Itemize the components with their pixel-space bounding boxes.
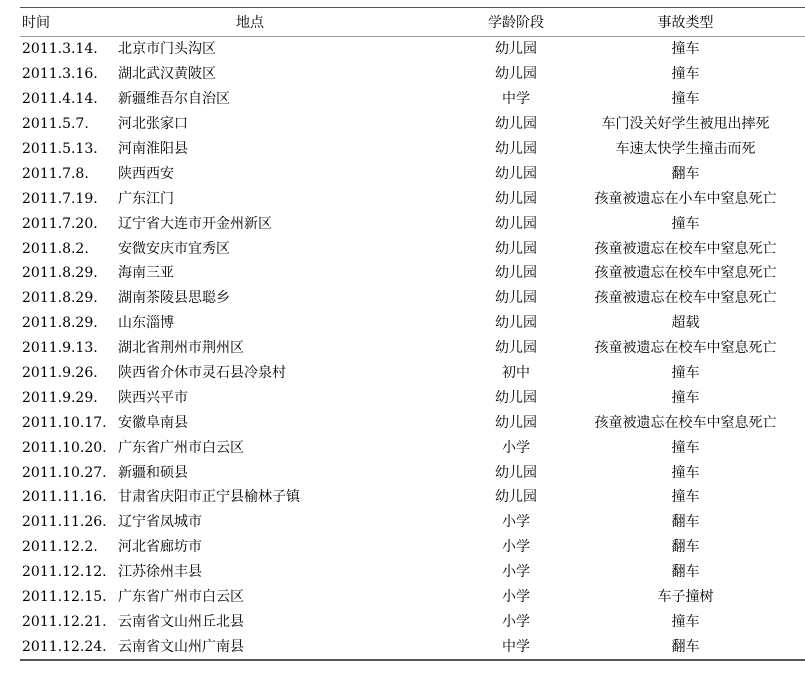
- cell-location: 湖南茶陵县思聪乡: [118, 290, 230, 307]
- cell-date: 2011.9.26.: [22, 365, 98, 382]
- table-row: [20, 137, 805, 162]
- cell-date: 2011.12.24.: [22, 638, 107, 655]
- table-row: [20, 410, 805, 435]
- cell-date: 2011.9.29.: [22, 389, 98, 406]
- cell-stage: 幼儿园: [495, 315, 537, 332]
- cell-type: 翻车: [671, 165, 700, 182]
- table-row: [20, 485, 805, 510]
- cell-location: 广东江门: [118, 190, 174, 207]
- cell-stage: 小学: [502, 514, 530, 531]
- table-row: [20, 535, 805, 560]
- cell-stage: 幼儿园: [495, 141, 537, 157]
- cell-stage: 小学: [502, 439, 530, 456]
- cell-type: 孩童被遗忘在校车中窒息死亡: [594, 265, 777, 282]
- cell-stage: 小学: [502, 564, 530, 581]
- cell-type: 车速太快学生撞击而死: [615, 141, 756, 157]
- cell-stage: 幼儿园: [495, 240, 537, 257]
- cell-stage: 幼儿园: [495, 41, 537, 58]
- cell-stage: 幼儿园: [495, 414, 537, 431]
- cell-location: 北京市门头沟区: [118, 41, 216, 58]
- cell-location: 新疆维吾尔自治区: [118, 91, 230, 108]
- cell-date: 2011.10.27.: [22, 464, 107, 481]
- cell-location: 陕西西安: [118, 165, 174, 182]
- cell-date: 2011.8.29.: [22, 290, 98, 307]
- cell-date: 2011.12.21.: [22, 613, 107, 630]
- cell-type: 撞车: [671, 365, 700, 382]
- cell-type: 撞车: [671, 613, 700, 630]
- cell-stage: 中学: [502, 91, 530, 108]
- table-row: [20, 585, 805, 610]
- cell-date: 2011.10.20.: [22, 439, 107, 456]
- cell-location: 河北省廊坊市: [118, 539, 202, 556]
- table-row: [20, 361, 805, 386]
- cell-type: 撞车: [671, 389, 700, 406]
- header-type: 事故类型: [657, 15, 714, 31]
- table-row: [20, 62, 805, 87]
- cell-date: 2011.12.15.: [22, 589, 107, 606]
- table-row: [20, 560, 805, 585]
- cell-stage: 幼儿园: [495, 215, 537, 232]
- accident-table: [20, 7, 805, 661]
- cell-location: 河北张家口: [118, 116, 188, 133]
- cell-stage: 幼儿园: [495, 464, 537, 481]
- cell-type: 撞车: [671, 489, 700, 506]
- table-row: [20, 460, 805, 485]
- cell-location: 云南省文山州丘北县: [118, 613, 244, 630]
- cell-location: 安徽阜南县: [118, 414, 188, 431]
- cell-type: 孩童被遗忘在校车中窒息死亡: [594, 240, 777, 257]
- cell-stage: 幼儿园: [495, 489, 537, 506]
- cell-type: 撞车: [671, 91, 700, 108]
- cell-date: 2011.5.7.: [22, 116, 89, 133]
- cell-location: 辽宁省凤城市: [118, 514, 202, 531]
- table-header: [20, 8, 805, 37]
- cell-stage: 幼儿园: [495, 116, 537, 133]
- cell-type: 翻车: [671, 638, 700, 655]
- cell-stage: 小学: [502, 613, 530, 630]
- cell-stage: 初中: [502, 365, 530, 382]
- table-row: [20, 311, 805, 336]
- cell-stage: 幼儿园: [495, 340, 537, 357]
- cell-location: 辽宁省大连市开金州新区: [118, 215, 272, 232]
- cell-location: 海南三亚: [118, 265, 174, 282]
- table-row: [20, 261, 805, 286]
- cell-date: 2011.7.8.: [22, 165, 89, 182]
- table-row: [20, 87, 805, 112]
- cell-type: 撞车: [671, 439, 700, 456]
- cell-type: 撞车: [671, 215, 700, 232]
- cell-date: 2011.7.20.: [22, 215, 98, 232]
- table-row: [20, 336, 805, 361]
- cell-type: 车子撞树: [657, 589, 714, 606]
- cell-location: 河南淮阳县: [118, 141, 188, 157]
- cell-stage: 小学: [502, 539, 530, 556]
- cell-date: 2011.3.14.: [22, 41, 98, 58]
- table-row: [20, 435, 805, 460]
- cell-date: 2011.3.16.: [22, 66, 98, 83]
- cell-type: 孩童被遗忘在校车中窒息死亡: [594, 340, 777, 357]
- cell-date: 2011.11.26.: [22, 514, 107, 531]
- cell-type: 撞车: [671, 41, 700, 58]
- table-row: [20, 510, 805, 535]
- cell-stage: 幼儿园: [495, 165, 537, 182]
- cell-stage: 幼儿园: [495, 265, 537, 282]
- cell-location: 广东省广州市白云区: [118, 439, 244, 456]
- table-row: [20, 37, 805, 62]
- cell-location: 广东省广州市白云区: [118, 589, 244, 606]
- header-date: 时间: [22, 15, 50, 31]
- table-row: [20, 634, 805, 660]
- cell-type: 超载: [671, 315, 700, 332]
- cell-date: 2011.12.12.: [22, 564, 107, 581]
- cell-date: 2011.7.19.: [22, 190, 98, 207]
- cell-date: 2011.8.29.: [22, 315, 98, 332]
- cell-type: 撞车: [671, 464, 700, 481]
- cell-stage: 幼儿园: [495, 389, 537, 406]
- cell-stage: 幼儿园: [495, 66, 537, 83]
- cell-location: 甘肃省庆阳市正宁县榆林子镇: [118, 489, 300, 506]
- cell-location: 陕西兴平市: [118, 389, 188, 406]
- cell-location: 山东淄博: [118, 315, 174, 332]
- cell-stage: 幼儿园: [495, 290, 537, 307]
- cell-location: 湖北武汉黄陂区: [118, 66, 216, 83]
- cell-type: 撞车: [671, 66, 700, 83]
- table-row: [20, 236, 805, 261]
- cell-type: 孩童被遗忘在小车中窒息死亡: [594, 190, 777, 207]
- table-row: [20, 211, 805, 236]
- cell-date: 2011.9.13.: [22, 340, 98, 357]
- cell-location: 江苏徐州丰县: [118, 564, 202, 581]
- cell-location: 安微安庆市宜秀区: [118, 240, 230, 257]
- cell-date: 2011.5.13.: [22, 141, 98, 157]
- cell-stage: 小学: [502, 589, 530, 606]
- cell-date: 2011.11.16.: [22, 489, 107, 506]
- table-row: [20, 385, 805, 410]
- header-location: 地点: [236, 15, 264, 31]
- cell-date: 2011.12.2.: [22, 539, 98, 556]
- table-row: [20, 112, 805, 137]
- header-stage: 学龄阶段: [488, 15, 544, 31]
- cell-type: 孩童被遗忘在校车中窒息死亡: [594, 414, 777, 431]
- cell-date: 2011.4.14.: [22, 91, 98, 108]
- cell-date: 2011.8.2.: [22, 240, 89, 257]
- cell-stage: 幼儿园: [495, 190, 537, 207]
- cell-location: 新疆和硕县: [118, 464, 188, 481]
- cell-date: 2011.10.17.: [22, 414, 107, 431]
- cell-type: 车门没关好学生被甩出摔死: [601, 116, 770, 133]
- cell-type: 翻车: [671, 564, 700, 581]
- table-body: [20, 37, 805, 661]
- header-row: [20, 8, 805, 37]
- cell-stage: 中学: [502, 638, 530, 655]
- table-row: [20, 286, 805, 311]
- cell-type: 翻车: [671, 539, 700, 556]
- cell-type: 孩童被遗忘在校车中窒息死亡: [594, 290, 777, 307]
- cell-location: 云南省文山州广南县: [118, 638, 244, 655]
- cell-type: 翻车: [671, 514, 700, 531]
- cell-location: 湖北省荆州市荆州区: [118, 340, 244, 357]
- cell-location: 陕西省介休市灵石县冷泉村: [118, 365, 286, 382]
- table-row: [20, 161, 805, 186]
- cell-date: 2011.8.29.: [22, 265, 98, 282]
- table-row: [20, 186, 805, 211]
- table-row: [20, 609, 805, 634]
